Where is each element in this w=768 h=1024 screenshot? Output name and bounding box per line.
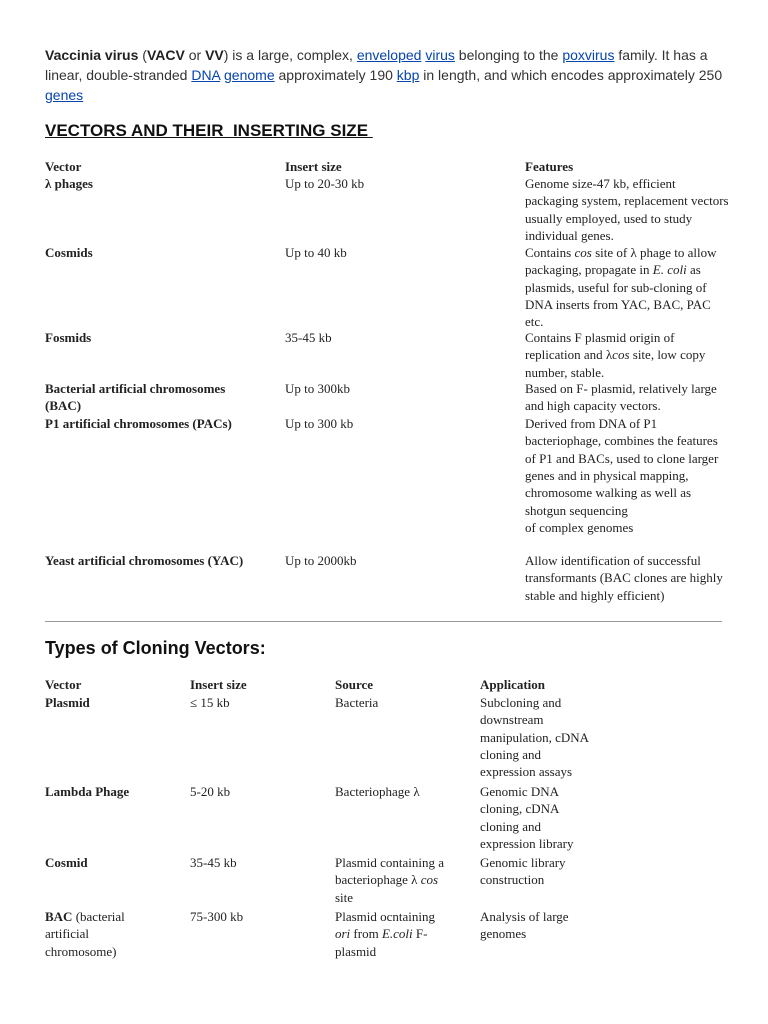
feature-text: of complex genomes [525,519,634,535]
application-text: cloning and [480,746,542,762]
vector-name: artificial [45,926,90,942]
application-text: construction [480,872,545,888]
header-source: Source [335,677,374,692]
intro-paragraph [45,45,745,105]
link-virus[interactable]: virus [425,47,455,63]
application-text: expression assays [480,764,573,780]
feature-text: replication and λcos site, low copy [525,347,706,363]
application-text: cloning, cDNA [480,801,560,817]
feature-text: of P1 and BACs, used to clone larger [525,450,719,466]
application-text: Genomic DNA [480,784,560,799]
vector-name: Yeast artificial chromosomes (YAC) [45,553,244,568]
insert-size: Up to 300 kb [285,416,354,431]
vector-name: Cosmid [45,855,88,870]
application-text: Analysis of large [480,909,569,924]
feature-text: usually employed, used to study [525,210,693,226]
divider [45,621,722,622]
vector-name: BAC (bacterial [45,909,125,924]
vector-name: Plasmid [45,695,90,710]
application-text: expression library [480,835,574,851]
header-insert-size: Insert size [190,677,247,692]
feature-text: Genome size-47 kb, efficient [525,176,676,191]
application-text: Genomic library [480,855,566,870]
insert-size: Up to 2000kb [285,553,357,568]
feature-text: Contains F plasmid origin of [525,330,675,345]
header-vector: Vector [45,677,82,692]
application-text: manipulation, cDNA [480,729,590,745]
application-text: genomes [480,926,527,942]
intro-text: in length, and which encodes approximately 250 [419,67,723,83]
feature-text: plasmids, useful for sub-cloning of [525,279,707,295]
feature-text: number, stable. [525,364,605,380]
header-vector: Vector [45,159,82,174]
insert-size: Up to 20-30 kb [285,176,365,191]
feature-text: Based on F- plasmid, relatively large [525,381,717,396]
header-features: Features [525,159,574,174]
vector-name: (BAC) [45,398,82,414]
feature-text: Allow identification of successful [525,553,701,568]
vector-name: Lambda Phage [45,784,130,799]
vector-name: Bacterial artificial chromosomes [45,381,226,396]
insert-size: 35-45 kb [285,330,332,345]
header-insert-size: Insert size [285,159,342,174]
intro-text: ( [138,47,147,63]
link-kbp[interactable]: kbp [396,67,420,83]
intro-text: belonging to the [454,47,563,63]
feature-text: Derived from DNA of P1 [525,416,658,431]
intro-text: approximately 190 [274,67,397,83]
feature-text: Contains cos site of λ phage to allow [525,245,717,260]
link-genome[interactable]: genome [224,67,275,83]
feature-text: genes and in physical mapping, [525,467,689,483]
feature-text: bacteriophage, combines the features [525,433,718,449]
link-poxvirus[interactable]: poxvirus [562,47,615,63]
vector-name: Cosmids [45,245,93,260]
link-dna[interactable]: DNA [191,67,221,83]
feature-text: packaging, propagate in E. coli as [525,262,701,278]
link-enveloped[interactable]: enveloped [356,47,422,63]
feature-text: etc. [525,314,544,330]
intro-text: family. It has a linear, double-stranded [45,47,708,83]
vector-name: Fosmids [45,330,92,345]
source-text: Bacteria [335,695,379,710]
insert-size: 75-300 kb [190,909,244,924]
link-genes[interactable]: genes [45,87,84,103]
feature-text: DNA inserts from YAC, BAC, PAC [525,296,711,312]
section1-title: VECTORS AND THEIR INSERTING SIZE [45,121,373,140]
source-text: ori from E.coli F- [335,926,428,942]
vector-name: P1 artificial chromosomes (PACs) [45,416,232,431]
feature-text: packaging system, replacement vectors [525,193,729,209]
feature-text: chromosome walking as well as [525,485,692,501]
intro-text: or [184,47,206,63]
abbr-vv: VV [205,47,224,63]
application-text: cloning and [480,818,542,834]
source-text: bacteriophage λ cos [335,872,439,888]
insert-size: ≤ 15 kb [190,695,230,710]
feature-text: shotgun sequencing [525,502,628,518]
insert-size: 35-45 kb [190,855,237,870]
source-text: Plasmid containing a [335,855,445,870]
source-text: site [335,889,354,905]
source-text: Bacteriophage λ [335,784,420,799]
section2-title: Types of Cloning Vectors: [45,638,266,658]
source-text: Plasmid ocntaining [335,909,436,924]
application-text: downstream [480,712,544,728]
feature-text: individual genes. [525,227,614,243]
feature-text: and high capacity vectors. [525,398,661,414]
header-application: Application [480,677,546,692]
feature-text: stable and highly efficient) [525,587,665,603]
feature-text: transformants (BAC clones are highly [525,570,723,586]
insert-size: Up to 40 kb [285,245,347,260]
insert-size: 5-20 kb [190,784,231,799]
intro-text: ) is a large, complex, [223,47,357,63]
application-text: Subcloning and [480,695,562,710]
abbr-vacv: VACV [146,47,185,63]
source-text: plasmid [335,943,377,959]
vector-name: chromosome) [45,943,117,959]
insert-size: Up to 300kb [285,381,350,396]
virus-name: Vaccinia virus [45,47,139,63]
vector-name: λ phages [45,176,93,191]
